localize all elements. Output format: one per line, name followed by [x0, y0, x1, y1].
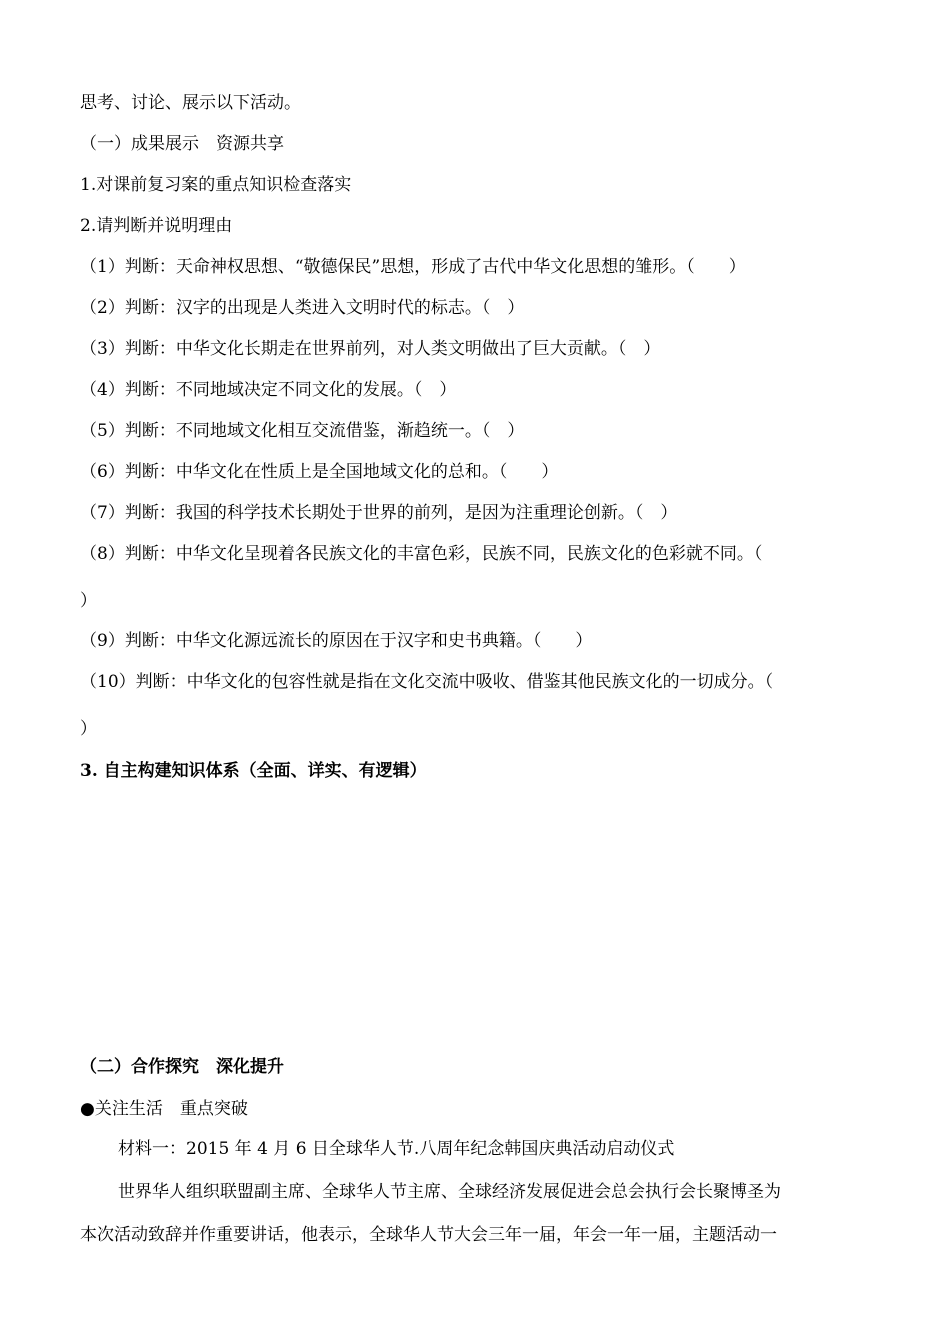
- item-judge-instructions: 2.请判断并说明理由: [80, 216, 233, 236]
- material-1-line-2: 本次活动致辞并作重要讲话，他表示，全球华人节大会三年一届，年会一年一届，主题活动一: [80, 1225, 777, 1245]
- judgment-9: （9）判断：中华文化源远流长的原因在于汉字和史书典籍。（ ）: [80, 631, 593, 651]
- item-review-check: 1.对课前复习案的重点知识检查落实: [80, 175, 352, 195]
- section-heading-cooperation: （二）合作探究 深化提升: [80, 1057, 284, 1077]
- judgment-7: （7）判断：我国的科学技术长期处于世界的前列，是因为注重理论创新。（ ）: [80, 503, 678, 523]
- judgment-10-cont: ）: [80, 719, 97, 739]
- judgment-10: （10）判断：中华文化的包容性就是指在文化交流中吸收、借鉴其他民族文化的一切成分。（: [80, 672, 774, 692]
- bullet-heading-focus: ●关注生活 重点突破: [80, 1099, 248, 1119]
- judgment-5: （5）判断：不同地域文化相互交流借鉴，渐趋统一。（ ）: [80, 421, 525, 441]
- judgment-8-cont: ）: [80, 591, 97, 611]
- judgment-2: （2）判断：汉字的出现是人类进入文明时代的标志。（ ）: [80, 298, 525, 318]
- judgment-3: （3）判断：中华文化长期走在世界前列，对人类文明做出了巨大贡献。（ ）: [80, 339, 661, 359]
- material-1-line-1: 世界华人组织联盟副主席、全球华人节主席、全球经济发展促进会总会执行会长聚博圣为: [118, 1182, 781, 1202]
- judgment-8: （8）判断：中华文化呈现着各民族文化的丰富色彩，民族不同，民族文化的色彩就不同。（: [80, 544, 763, 564]
- section-heading-results: （一）成果展示 资源共享: [80, 134, 284, 154]
- item-build-knowledge: 3. 自主构建知识体系（全面、详实、有逻辑）: [80, 761, 427, 781]
- judgment-1: （1）判断：天命神权思想、“敬德保民”思想，形成了古代中华文化思想的雏形。（ ）: [80, 257, 746, 277]
- judgment-6: （6）判断：中华文化在性质上是全国地域文化的总和。（ ）: [80, 462, 559, 482]
- judgment-4: （4）判断：不同地域决定不同文化的发展。（ ）: [80, 380, 457, 400]
- material-1-title: 材料一：2015 年 4 月 6 日全球华人节.八周年纪念韩国庆典活动启动仪式: [118, 1139, 675, 1159]
- intro-text: 思考、讨论、展示以下活动。: [80, 93, 301, 113]
